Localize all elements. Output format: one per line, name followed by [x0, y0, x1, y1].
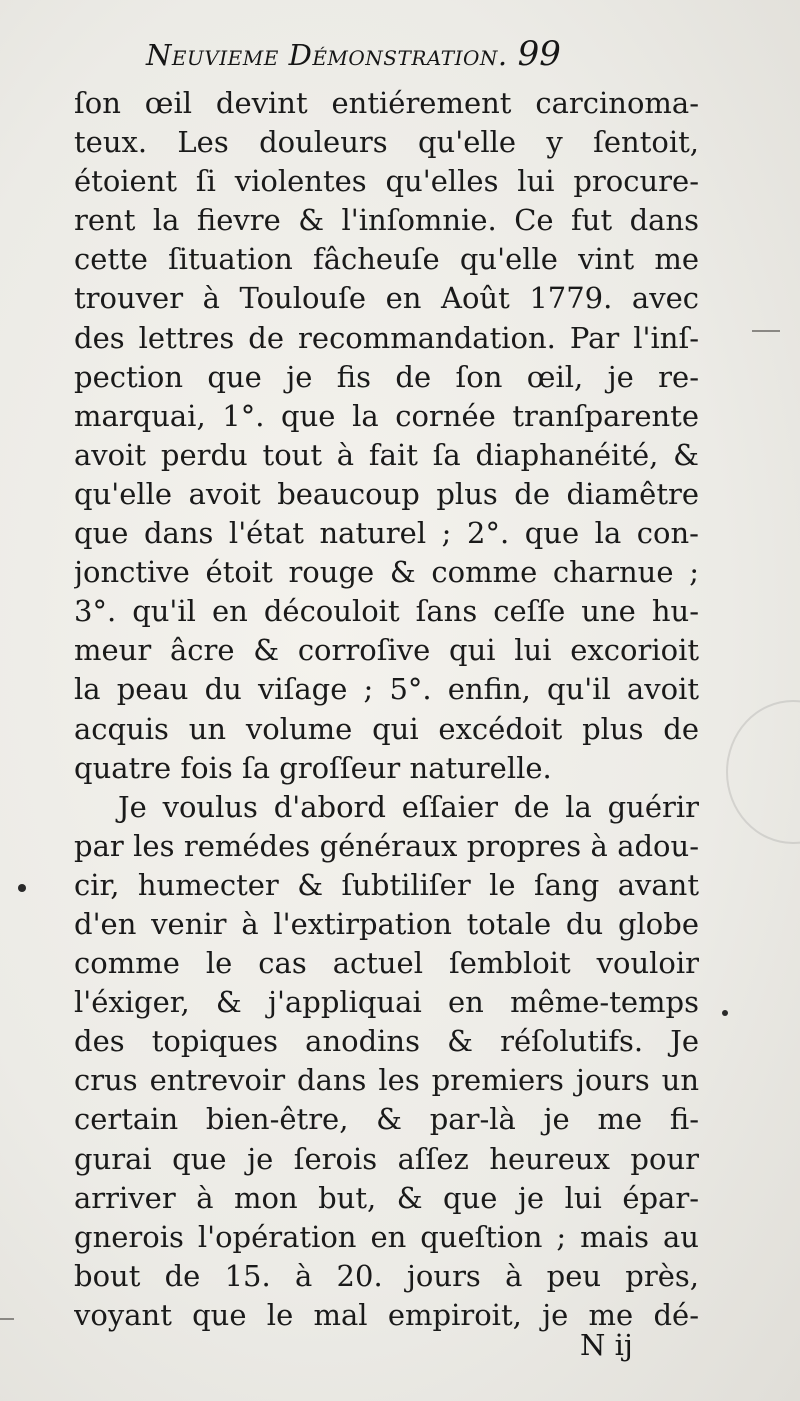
text-line: cir, humecter & ſubtiliſer le ſang avant	[74, 867, 699, 902]
text-line: cette ſituation fâcheuſe qu'elle vint me	[74, 242, 699, 277]
text-line: arriver à mon but, & que je lui épar-	[74, 1180, 699, 1215]
header-title: Neuvieme Démonstration.	[146, 38, 508, 72]
text-line: rent la fievre & l'inſomnie. Ce fut dans	[74, 203, 699, 238]
text-line: pection que je fis de ſon œil, je re-	[74, 359, 699, 394]
text-line: bout de 15. à 20. jours à peu près,	[74, 1258, 699, 1293]
text-line: voyant que le mal empiroit, je me dé-	[74, 1297, 699, 1332]
text-line: trouver à Toulouſe en Août 1779. avec	[74, 281, 699, 316]
text-line: crus entrevoir dans les premiers jours un	[74, 1063, 699, 1098]
text-line: étoient ſi violentes qu'elles lui procure-	[74, 164, 699, 199]
text-line: par les remédes généraux propres à adou-	[74, 828, 699, 863]
text-line: Je voulus d'abord eſſaier de la guérir	[118, 789, 699, 824]
text-line: jonctive étoit rouge & comme charnue ;	[74, 555, 699, 590]
text-line: des topiques anodins & réſolutifs. Je	[74, 1024, 699, 1059]
text-line: 3°. qu'il en découloit ſans ceſſe une hu-	[74, 594, 699, 629]
edge-mark	[0, 1318, 14, 1320]
library-stamp	[726, 700, 800, 844]
text-line: des lettres de recommandation. Par l'inſ-	[74, 320, 699, 355]
edge-mark	[752, 330, 780, 332]
text-line: ſon œil devint entiérement carcinoma-	[74, 86, 699, 120]
text-line: l'éxiger, & j'appliquai en même-temps	[74, 985, 699, 1020]
ink-speck	[722, 1010, 728, 1016]
text-line: marquai, 1°. que la cornée tranſparente	[74, 398, 699, 433]
ink-speck	[18, 884, 26, 892]
page-number: 99	[517, 34, 561, 74]
text-line: avoit perdu tout à fait ſa diaphanéité, &	[74, 437, 699, 472]
running-header	[146, 34, 706, 84]
text-line: qu'elle avoit beaucoup plus de diamêtre	[74, 476, 699, 511]
text-line: gurai que je ſerois aſſez heureux pour	[74, 1141, 699, 1176]
text-line: comme le cas actuel ſembloit vouloir	[74, 946, 699, 981]
text-line: teux. Les douleurs qu'elle y ſentoit,	[74, 125, 699, 160]
signature-mark: N ij	[580, 1328, 633, 1362]
text-line: que dans l'état naturel ; 2°. que la con-	[74, 516, 699, 551]
body-text	[74, 84, 699, 1335]
text-line: certain bien-être, & par-là je me fi-	[74, 1102, 699, 1137]
text-line: gnerois l'opération en queſtion ; mais au	[74, 1219, 699, 1254]
text-line: d'en venir à l'extirpation totale du globe	[74, 906, 699, 941]
text-line: quatre fois ſa groſſeur naturelle.	[74, 750, 552, 785]
text-line: acquis un volume qui excédoit plus de	[74, 711, 699, 746]
text-line: la peau du viſage ; 5°. enfin, qu'il avoit	[74, 672, 699, 707]
text-line: meur âcre & corroſive qui lui excorioit	[74, 633, 699, 668]
